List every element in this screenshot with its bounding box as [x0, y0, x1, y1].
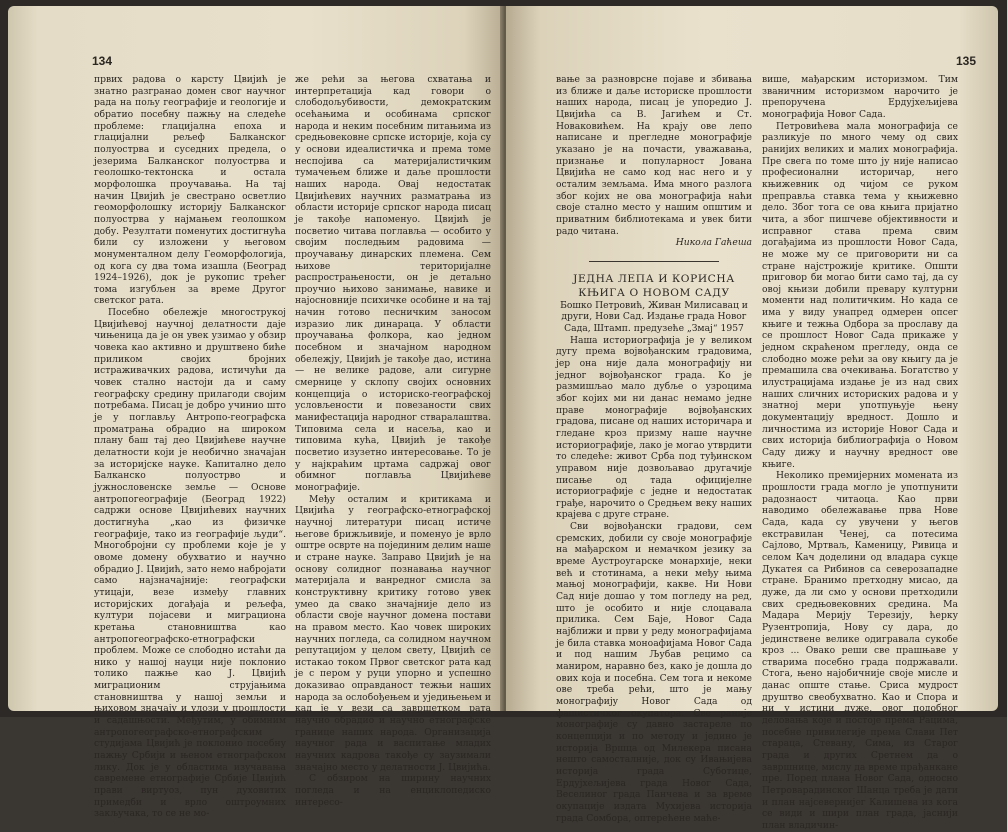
right-column-1 — [556, 74, 752, 824]
paragraph: првих радова о карсту Цвијић је знатно разгранао домен свог научног рада на пољу географије и геологије и обратио посебну пажњу на следеће проблеме: глацијална епоха и глацијални рељеф Балканског полуострва и суседних предела, о језерима Балканског полуострва и геолошко-тектонска и остала морфолошка проучавања. На тај начин Цвијић је свестрано осветлио геоморфолошку историју Балканског полуострва у најмањем геолошком добу. Резултати поменутих достигнућа били су изложени у његовом монументалном делу Геоморфологија, од кога су два тома изашла (Београд 1924–1926), док је рукопис трећег тома изгубљен за време Другог светског рата. — [94, 74, 286, 307]
page-number-left: 134 — [92, 54, 113, 68]
paragraph: Међу осталим и критикама и Цвијића у географско-етнографској научној литератури писац истиче његове брижљивије, и поменуо је врло оштре осврте на појединим делим наше и стране науке. Заправо Цвијић је на основу солидног познавања научног материјала и ванредног смисла за конструктивну критику готово увек умео да свако значајније дело из области своје научног домена постави на правом место. Као човек широких научних погледа, са солидном научном репутацијом у целом свету, Цвијић се истакао током Првог светског рата кад је с пером у руци упорно и успешно доказивао оправданост тежњи наших народа за ослобођењем и уједињењем и кад је у вези са завршетком рата научно обрадио и научно етнографске границе наших народа. Организација научног рада и васпитање младих научних кадрова такође су заузимали значајно место у делатности Ј. Цвијића. — [295, 493, 491, 773]
paragraph: Петровићева мала монографија се разликује по много чему од свих ранијих великих и малих монографија. Пре свега по томе што ју није написао професионални историчар, него књижевник од чијом се руком преправља ставка тема у књижевно дело. Због тога се ова књига пријатно чита, а због пишчеве објективности и исправног става према свим догађајима из прошлости Новог Сада, не може му се приговорити ни са стране најстрожије критике. Општи приговор би могао бити само тај, да су овој књизи добили превару културни моменти над политичким. Но када се има у виду унапред одмерен опсег књиге и тежња Одбора за прославу да се прошлост Новог Сада прикаже у једном скраћеном прегледу, онда се слободно може рећи за ову књигу да је премашила сва очекивања. Богатство у илустрацијама издање је из над свих наших сличних историских радова и у знатној мери употпуњује њену документацију вредност. Дошло и личностима из историје Новог Сада и свих историја библиографија о Новом Саду дижу и научну вредност ове књиге. — [762, 120, 958, 470]
left-column-1 — [94, 74, 286, 820]
review-headline: ЈЕДНА ЛЕПА И КОРИСНА КЊИГА О НОВОМ САДУ — [573, 272, 735, 299]
page-number-right: 135 — [956, 54, 977, 68]
paragraph: вање за разноврсне појаве и збивања из ближе и даље историске прошлости наших народа, писац је упоредио Ј. Цвијића са В. Јагићем и Ст. Новаковићем. На крају ове лепо написане и прегледне монографије указано је на почасти, уважавања, признање и популарност Јована Цвијића не само код нас него и у осталим земљама. Има много разлога због којих не ова монографија наћи своје стално место у нашим општим и приватним библиотекама и увек бити радо читана. — [556, 74, 752, 237]
paragraph: Наша историографија је у великом дугу према војвођанским градовима, јер она није дала монографију ни једног војвођанског града. Ко је размишљао мало дубље о узроцима због којих ми ни данас немамо једне праве монографије војвођанских градова, писане од наших историчара и гледане кроз призму наше научне историографије, лако је могао утврдити то следеће: живот Срба под туђинском управом није дозвољавао другачије писање од тада официјелне историографије с једне и недостатак грађе, нарочито о Средњем веку наших крајева с друге стране. — [556, 334, 752, 521]
bibliographic-entry: Бошко Петровић, Живан Милисавац и други, Нови Сад. Издање града Новог Сада, Штамп. предузеће „Змај“ 1957 — [560, 299, 748, 335]
right-page — [506, 6, 998, 831]
review-signature: Никола Гаћеша — [675, 237, 752, 249]
paragraph: Неколико премијерних моменатa из прошлости града могло је употпунити радознаост читаоца. Као први наводимо обележавање прва Нове Сада, када су увучени у његов екстравилан Ченеј, са потесима Сајлово, Мртваљ, Каменицу, Ривица и селом Кач доделини од владара сукце Дукатея са Рибинов са северозападне стране. Бранимо претходну мисао, да дуже, да ли смо у основи претходили свих средњовековних средина. Ма Мадара Мерију Терезију, ћерку Рузентропија, Нову су дара, до јединствене велике одигравала сукобе кроз ... Овако реши све прашњаве у стварима посебно града подржавали. Стога, њено најобичније своје мисле и данас опште стање. Сриса мудрост друштво свеобухватно. Као и Спора и ни у истини дуже, овог подобног деловања које и постоје према Рацима, посебне привилегије према Слави Пет стараца, Стевану, Сима, из Старог града и других Сретнем да о завршнице, мислу да време прађанкане пре. Поред плана Новог Сада, односно Петроварадинског Шанца треба је дати и план најсевернијег Калишева из кога се види и шири план града, јаснији план владичин- — [762, 470, 958, 831]
paragraph: Сви војвођански градови, сем сремских, добили су своје монографије на мађарском и немачком језику за време Аустроугарске монархије, неки већ и стотинама, а неки међу њима мањој монографији, какве. Ни Нови Сад није дошао у том погледу на ред, што је особито и није слоцавала прилика. Сем Баје, Новог Сада најближи и први у реду монографијама је била ставка моноафијама Новог Сада и под нашим Љубав рецимо са маниром, наравно без, како је дошла до ових која и посебна. Сем тога и некоме ове треба рећи, што је мању монографију Новог Сада од фашистичког окупатора. Све раније монографије су давно застареле по концепцији и по методу и једино је историја Вршца од Милекера писана нешто самосталније, док су Ивањијева историја града Суботице, Ердујхељијева града Новог Сада, Веселиног града Панчева и за време окупације издата Мухијева историја града Сомбора, оптерећене маће- — [556, 521, 752, 824]
right-column-2 — [762, 74, 958, 832]
section-divider — [589, 261, 719, 262]
left-page — [8, 6, 504, 820]
paragraph: Посебно обележје многострукој Цвијићевој научној делатности даје чињеница да је он увек узимао у обзир човека као активно и друштвено биће приликом својих бројних истраживачких радова, истичући да човек стално настоји да и саму географску средину прилагоди својим потребама. Писац је добро учинио што је у поглављу Антропо-географска проматрања обрадио на широком плану баш тај део Цвијићеве научне делатности који је необично значајан за историјске науке. Капитално дело Балканско полуострво и јужнословенске земље — Основе антропогеографије (Београд 1922) садржи основе Цвијићевих научних достигнућа „као из физичке географије, тако из географије људи“. Многобројни су проблеми које је у овоме домену обухватио и научно обрадио Ј. Цвијић, зато немо набројати само најзначајније: географски утицаји, везе између главних историјских догађаја и рељефа, култури појасеви и миграциона кретања становништва као антропогеографско-етнографски проблем. Може се слободно истаћи да нико у нашој науци није поклонио толико пажње као Ј. Цвијић миграционим струјањима становништва у нашој земљи и њиховом значају и улози у прошлости и садашњости. Међутим, у обимним антропогеографско-етнографским студијама Цвијић је поклонио посебну пажњу Србији и њеном етнографском лику. Док је у областима изучавања савремене етнографије Србије Цвијић прави виртуоз, пун духовитих примедби и врло оштроумних закључака, то се не мо- — [94, 307, 286, 820]
paragraph: же рећи за његова схватања и интерпретација кад говори о слободољубивости, демократским осећањима и особинама српског народа и неким посебним питањима из средњовековне српске историје, која су у основи идеалистичка и према томе неспојива са материјалистичким тумачењем ближе и даље прошлости наших народа. Овај недостатак Цвијићевих научних разматрања из области историје српског народа писац је такође напоменуо. Цвијић је посветио читава поглавља — особито у својим последњим радовима — проучавању динарских племена. Сем њихове територијалне распрострањености, он је детаљно проучио њихово занимање, навике и најосновније психичке особине и на тај начин готово песничким заносом изразио лик динараца. У области проучавања фолкора, као једном посебном и значајном народном обележју, Цвијић је такође дао, истина — не велике радове, али сигурне смернице у склопу својих основних концепција о историско-географској условљености и повезаности свих манифестација народног стваралаштва. Типовима села и насеља, као и типовима кућа, Цвијић је такође посветио изузетно интересовање. То је у најкраћим цртама садржај овог обимног поглавља Цвијићеве монографије. — [295, 74, 491, 493]
paragraph: више, мађарским историзмом. Тим званичним историзмом нарочито је препоручена Ердујхељијева монографија Новог Сада. — [762, 74, 958, 120]
left-column-2 — [295, 74, 491, 808]
paragraph: С обзиром на ширину научних погледа и на енциклопедиско интересо- — [295, 773, 491, 808]
